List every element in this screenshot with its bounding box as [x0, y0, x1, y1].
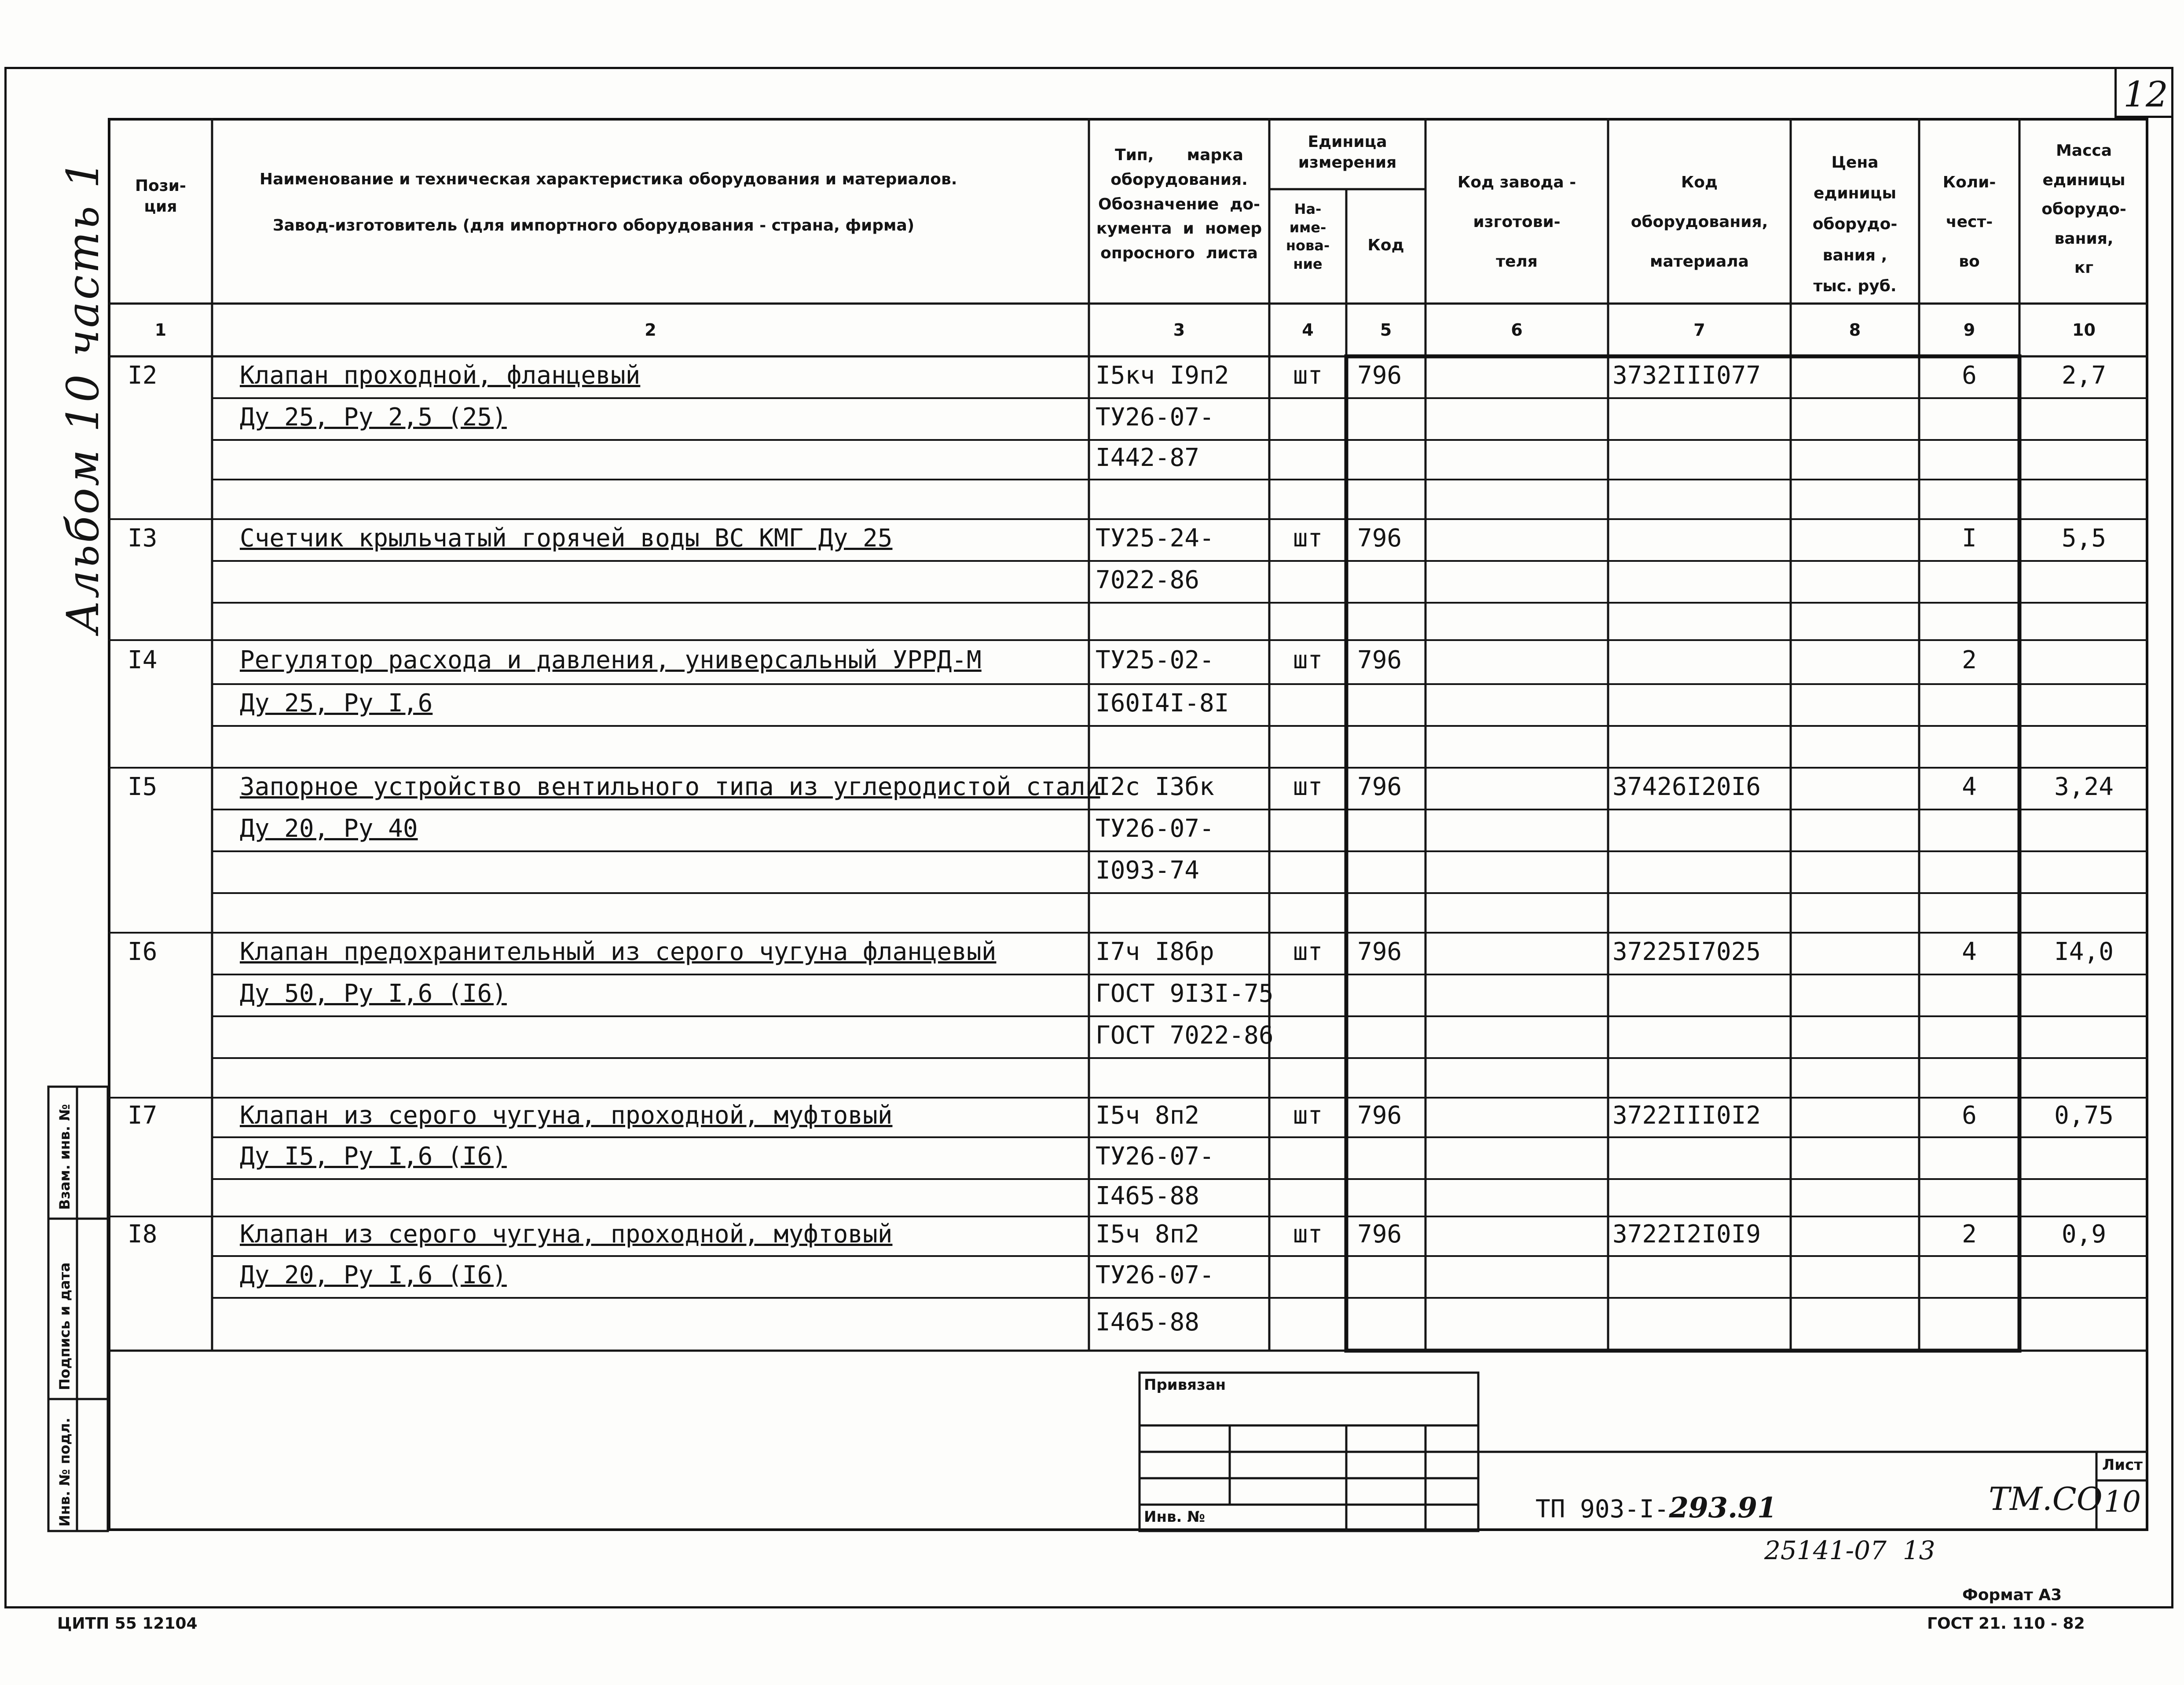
cell-type: ТУ25-02-: [1096, 646, 1214, 674]
cell-unit: шт: [1293, 361, 1323, 390]
cell-name: Ду I5, Ру I,6 (I6): [240, 1142, 507, 1171]
cell-position: I5: [128, 772, 158, 801]
cell-name: Клапан из серого чугуна, проходной, муфтовый: [240, 1220, 893, 1249]
stamp-signature-date: Подпись и дата: [56, 1262, 73, 1390]
cell-position: I2: [128, 361, 158, 390]
cell-quantity: I: [1962, 524, 1977, 553]
cell-quantity: 2: [1962, 1220, 1977, 1249]
cell-unit-code: 796: [1357, 1220, 1402, 1249]
cell-equipment-code: 3722I2I0I9: [1612, 1220, 1761, 1249]
column-number-7: 7: [1693, 320, 1705, 340]
cell-unit-code: 796: [1357, 1101, 1402, 1130]
cell-position: I8: [128, 1220, 158, 1249]
cell-quantity: 4: [1962, 772, 1977, 801]
cell-position: I3: [128, 524, 158, 553]
cell-name: Клапан из серого чугуна, проходной, муфтовый: [240, 1101, 893, 1130]
column-number-10: 10: [2072, 320, 2096, 340]
document-code-printed: ТП 903-I-: [1535, 1495, 1669, 1524]
document-code: [1535, 1491, 1777, 1524]
cell-mass: 5,5: [2061, 524, 2107, 553]
header-type: Тип, марка оборудования. Обозначение до- кумента и номер опросного листа: [1096, 146, 1262, 263]
cell-name: Клапан предохранительный из серого чугуна фланцевый: [240, 937, 997, 966]
footer-format: Формат А3: [1962, 1586, 2062, 1604]
cell-equipment-code: 37225I7025: [1612, 937, 1761, 966]
cell-position: I7: [128, 1101, 158, 1130]
album-label: Альбом 10 часть 1: [57, 158, 109, 634]
header-position: Пози- ция: [135, 177, 186, 216]
column-number-3: 3: [1173, 320, 1185, 340]
footer-gost: ГОСТ 21. 110 - 82: [1927, 1615, 2085, 1633]
cell-type: I60I4I-8I: [1096, 689, 1229, 718]
cell-type: I5ч 8п2: [1096, 1101, 1200, 1130]
cell-type: I5кч I9п2: [1096, 361, 1229, 390]
header-price: Цена единицы оборудо- вания , тыс. руб.: [1812, 154, 1898, 295]
cell-name: Запорное устройство вентильного типа из углеродистой стали: [240, 772, 1100, 801]
cell-unit: шт: [1293, 524, 1323, 553]
cell-type: I093-74: [1096, 856, 1200, 885]
cell-unit: шт: [1293, 1101, 1323, 1130]
cell-unit: шт: [1293, 646, 1323, 674]
header-name-line1: Наименование и техническая характеристика оборудования и материалов.: [260, 170, 957, 188]
header-name-line2: Завод-изготовитель (для импортного оборудования - страна, фирма): [273, 216, 915, 234]
cell-type: ГОСТ 7022-86: [1096, 1021, 1274, 1050]
cell-name: Ду 25, Ру 2,5 (25): [240, 403, 507, 432]
header-quantity: Коли- чест- во: [1942, 173, 1996, 271]
sheet-number: 12: [2123, 74, 2168, 115]
cell-type: ТУ26-07-: [1096, 1142, 1214, 1171]
cell-unit-code: 796: [1357, 361, 1402, 390]
cell-name: Ду 20, Ру 40: [240, 814, 418, 843]
drawing-mark: ТМ.СО: [1989, 1480, 2103, 1517]
cell-mass: I4,0: [2054, 937, 2114, 966]
cell-type: ГОСТ 9I3I-75: [1096, 979, 1274, 1008]
cell-type: I5ч 8п2: [1096, 1220, 1200, 1249]
column-number-1: 1: [154, 320, 167, 340]
header-maker-code: Код завода - изготови- теля: [1457, 173, 1576, 271]
cell-quantity: 2: [1962, 646, 1977, 674]
archive-number: 25141-07 13: [1764, 1535, 1935, 1565]
header-mass: Масса единицы оборудо- вания, кг: [2041, 142, 2126, 277]
title-block-privyazan: Привязан: [1144, 1376, 1226, 1394]
cell-type: I442-87: [1096, 443, 1200, 472]
cell-equipment-code: 3732III077: [1612, 361, 1761, 390]
cell-position: I4: [128, 646, 158, 674]
cell-name: Ду 50, Ру I,6 (I6): [240, 979, 507, 1008]
cell-type: ТУ26-07-: [1096, 403, 1214, 432]
stamp-replacement-inventory: Взам. инв. №: [56, 1104, 73, 1210]
footer-cipt: ЦИТП 55 12104: [57, 1615, 198, 1633]
cell-type: I465-88: [1096, 1308, 1200, 1337]
column-number-9: 9: [1963, 320, 1975, 340]
cell-unit: шт: [1293, 1220, 1323, 1249]
cell-mass: 2,7: [2061, 361, 2107, 390]
cell-unit-code: 796: [1357, 937, 1402, 966]
cell-type: I7ч I8бр: [1096, 937, 1214, 966]
list-number: 10: [2104, 1485, 2141, 1519]
cell-mass: 0,9: [2061, 1220, 2107, 1249]
cell-position: I6: [128, 937, 158, 966]
cell-name: Регулятор расхода и давления, универсальный УРРД-М: [240, 646, 982, 674]
header-unit-group: Единица измерения: [1298, 133, 1397, 172]
cell-equipment-code: 3722III0I2: [1612, 1101, 1761, 1130]
cell-type: 7022-86: [1096, 565, 1200, 594]
cell-name: Клапан проходной, фланцевый: [240, 361, 641, 390]
cell-name: Ду 25, Ру I,6: [240, 689, 433, 718]
cell-unit: шт: [1293, 772, 1323, 801]
header-equipment-code: Код оборудования, материала: [1631, 173, 1768, 271]
stamp-original-inventory: Инв. № подл.: [56, 1418, 73, 1527]
cell-unit: шт: [1293, 937, 1323, 966]
column-number-5: 5: [1380, 320, 1392, 340]
cell-unit-code: 796: [1357, 646, 1402, 674]
cell-type: ТУ26-07-: [1096, 1260, 1214, 1289]
cell-type: ТУ26-07-: [1096, 814, 1214, 843]
cell-mass: 3,24: [2054, 772, 2114, 801]
header-unit-name: На- име- нова- ние: [1286, 201, 1330, 272]
cell-type: ТУ25-24-: [1096, 524, 1214, 553]
cell-quantity: 4: [1962, 937, 1977, 966]
column-number-4: 4: [1302, 320, 1314, 340]
cell-unit-code: 796: [1357, 772, 1402, 801]
cell-type: I2с I3бк: [1096, 772, 1214, 801]
cell-name: Ду 20, Ру I,6 (I6): [240, 1260, 507, 1289]
cell-unit-code: 796: [1357, 524, 1402, 553]
header-unit-code: Код: [1367, 236, 1404, 254]
cell-quantity: 6: [1962, 361, 1977, 390]
cell-mass: 0,75: [2054, 1101, 2114, 1130]
title-block-inventory: Инв. №: [1144, 1508, 1206, 1526]
column-number-6: 6: [1511, 320, 1523, 340]
cell-quantity: 6: [1962, 1101, 1977, 1130]
column-number-2: 2: [645, 320, 656, 340]
cell-equipment-code: 37426I20I6: [1612, 772, 1761, 801]
column-number-8: 8: [1849, 320, 1861, 340]
cell-type: I465-88: [1096, 1181, 1200, 1210]
document-code-handwritten: 293.91: [1669, 1491, 1777, 1524]
list-label: Лист: [2102, 1456, 2143, 1474]
cell-name: Счетчик крыльчатый горячей воды ВС КМГ Ду 25: [240, 524, 893, 553]
